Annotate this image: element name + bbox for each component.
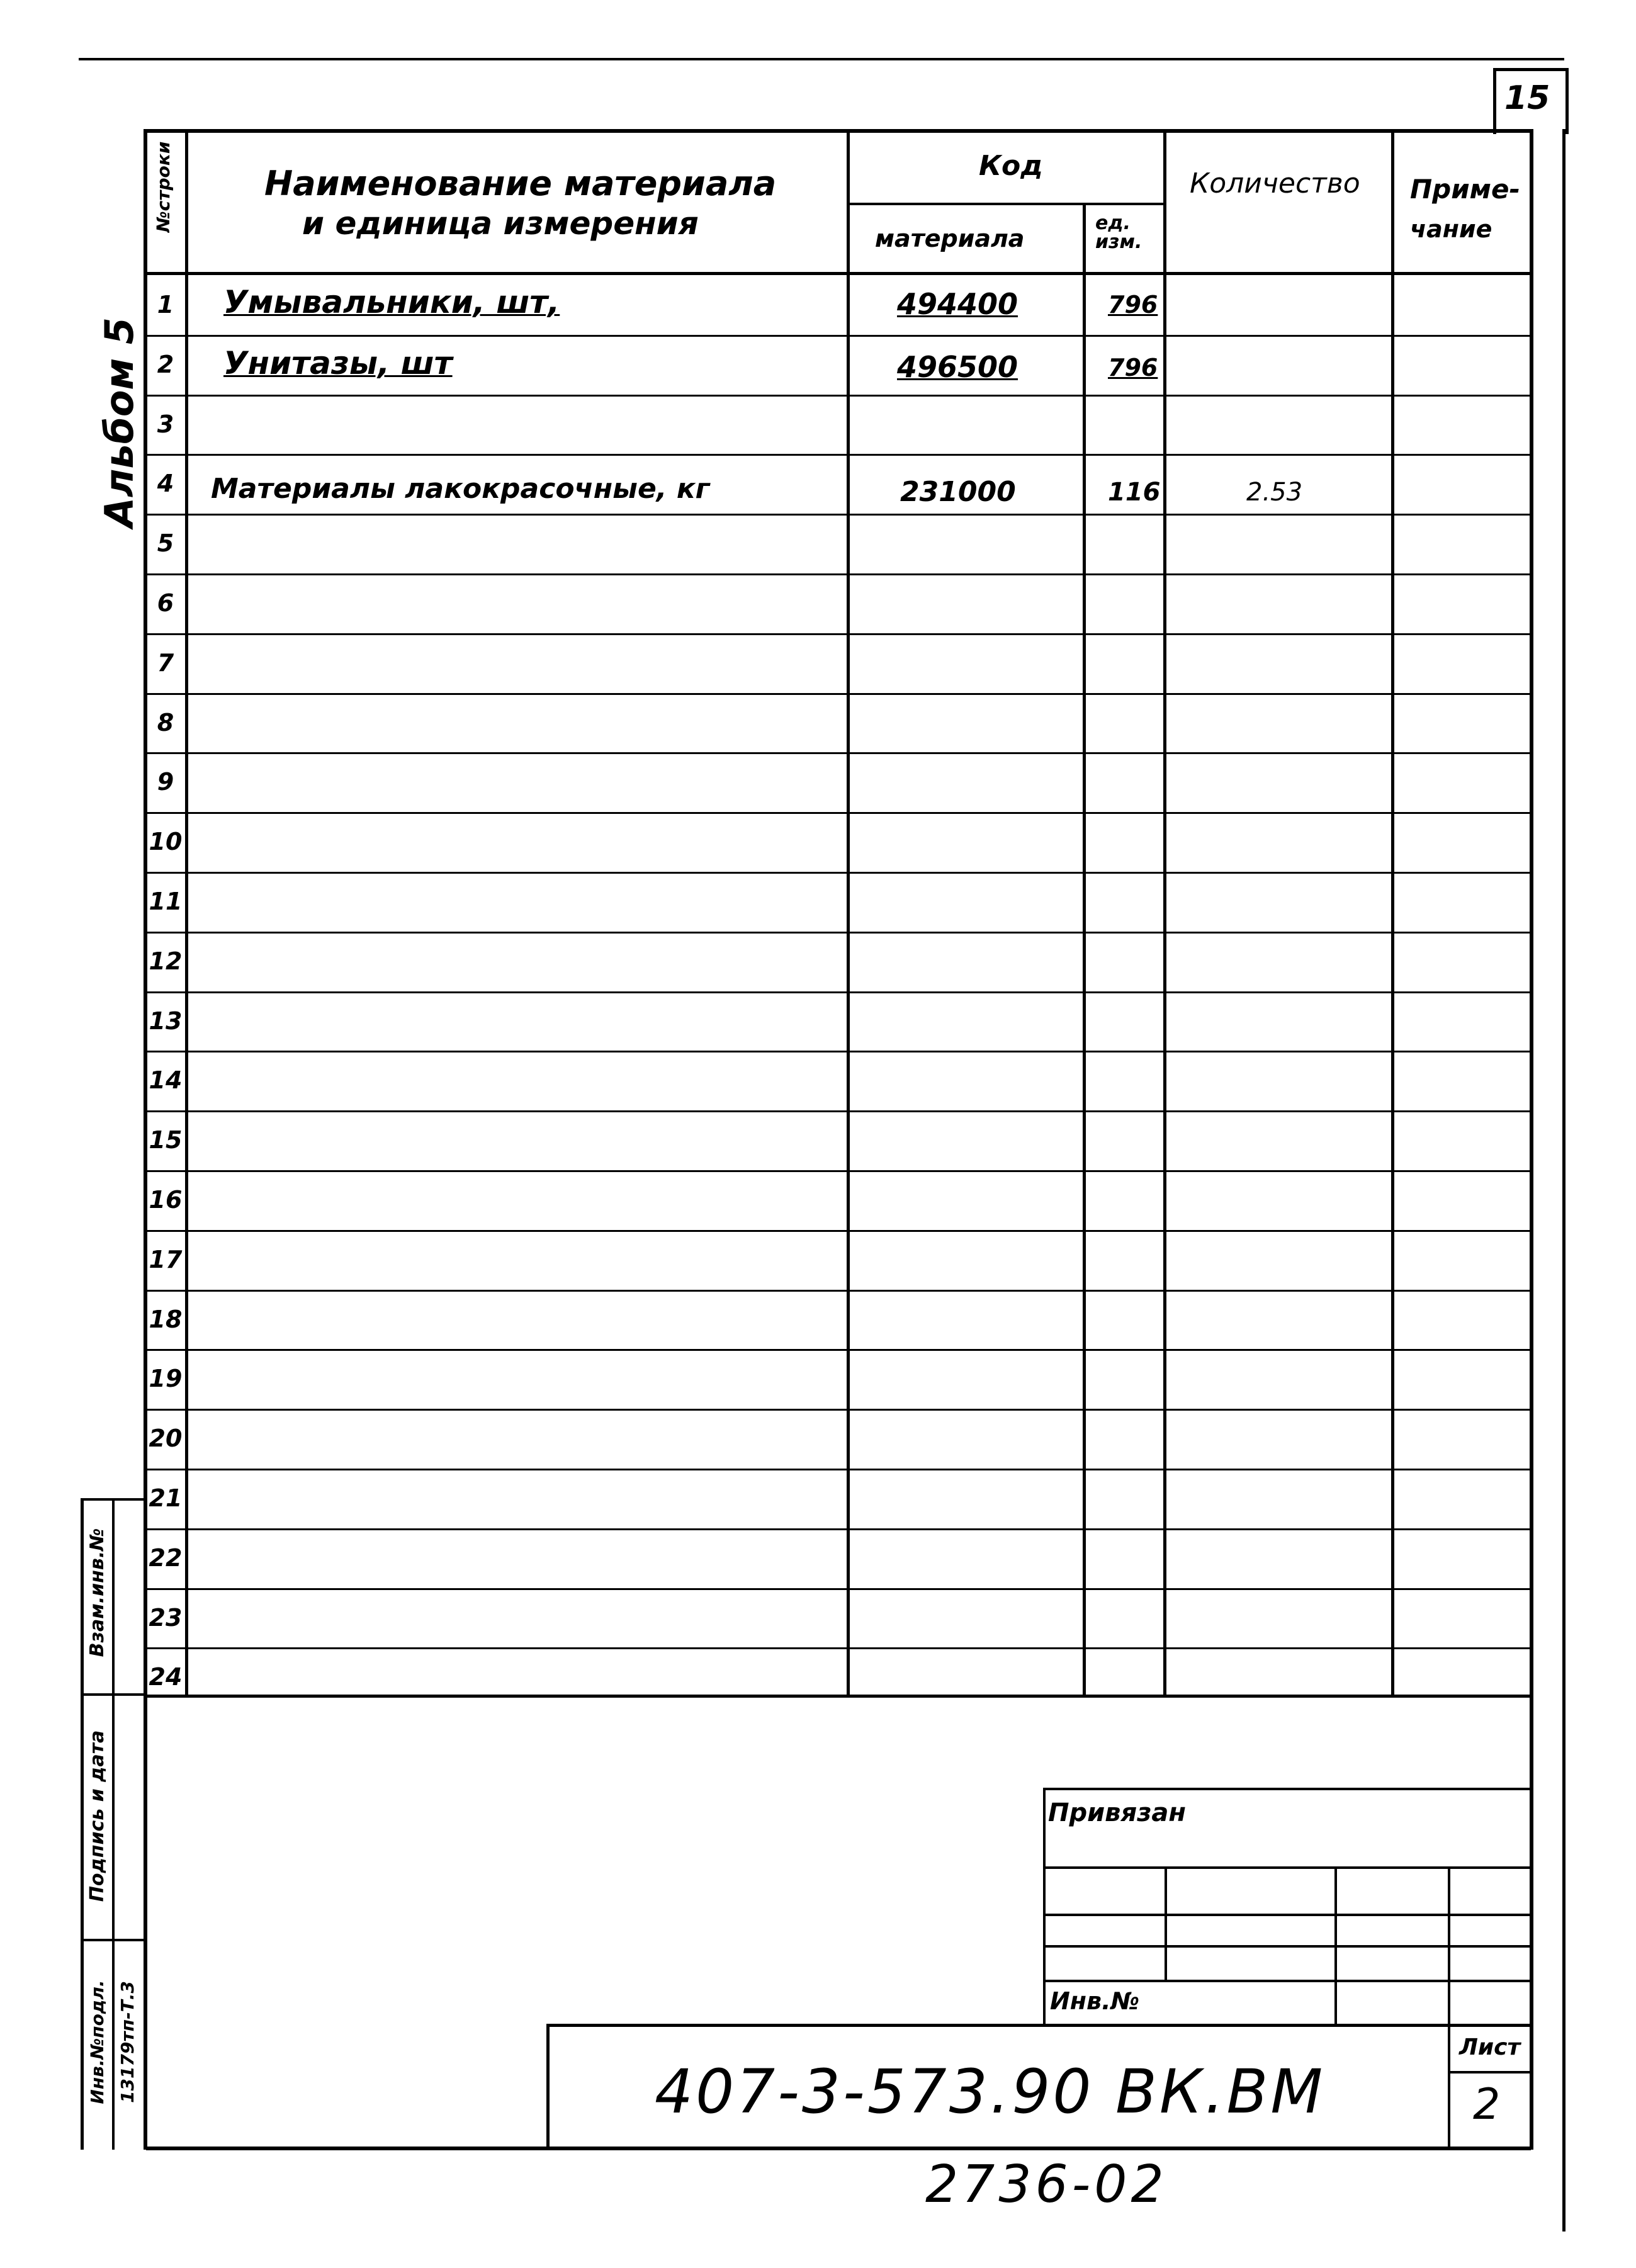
stamp-box-top (548, 2024, 1530, 2027)
row-line (146, 395, 1531, 397)
row-line (146, 752, 1531, 754)
stamp-inv-podl: Инв.№подл. (87, 1980, 108, 2104)
row-line (146, 991, 1531, 993)
row-line (146, 1349, 1531, 1351)
col-line-unit (1163, 129, 1166, 1696)
row-number: 4 (157, 470, 174, 498)
stamp-div-1 (81, 1693, 146, 1696)
row-line (146, 514, 1531, 516)
bottom-number: 2736-02 (925, 2155, 1168, 2214)
stamp-mid-edge (112, 1498, 115, 2150)
row-2-unit: 796 (1108, 354, 1158, 381)
row-number: 6 (157, 589, 174, 617)
album-label: Альбом 5 (96, 317, 142, 528)
row-line (146, 1647, 1531, 1649)
row-number: 24 (149, 1663, 183, 1691)
frame-top (146, 129, 1531, 133)
row-number: 7 (157, 648, 174, 677)
document-code: 407-3-573.90 ВК.ВМ (655, 2056, 1326, 2127)
row-number: 5 (157, 529, 174, 558)
row-2-code: 496500 (897, 350, 1018, 384)
header-name-line2: и единица измерения (302, 205, 699, 242)
header-code: Код (979, 150, 1043, 182)
tb-v1 (1165, 1866, 1167, 1980)
stamp-div-2 (81, 1939, 146, 1941)
row-number: 14 (149, 1066, 183, 1095)
code-sub-line (847, 203, 1165, 205)
row-number: 21 (149, 1484, 183, 1512)
row-line (146, 1469, 1531, 1470)
sheet-label: Лист (1459, 2034, 1521, 2060)
stamp-podpis-data: Подпись и дата (86, 1730, 108, 1902)
row-number: 20 (149, 1425, 183, 1453)
header-code-unit: ед. изм. (1095, 212, 1142, 253)
stamp-top (81, 1498, 146, 1501)
row-line (146, 693, 1531, 695)
sheet-number: 2 (1473, 2080, 1501, 2130)
header-note-line2: чание (1410, 215, 1492, 243)
row-number: 15 (149, 1126, 183, 1154)
tb-v3 (1448, 1866, 1450, 2150)
corner-number: 15 (1504, 79, 1550, 117)
header-note-line1: Приме- (1410, 174, 1520, 205)
col-line-code (1083, 203, 1086, 1696)
tb-v2 (1334, 1866, 1337, 2024)
title-block-left (1043, 1788, 1046, 2027)
header-quantity: Количество (1190, 167, 1360, 200)
row-number: 10 (149, 828, 183, 856)
row-number: 16 (149, 1186, 183, 1214)
row-1-unit: 796 (1108, 291, 1158, 319)
row-line (146, 1110, 1531, 1112)
row-4-code: 231000 (900, 476, 1016, 508)
sheet-box-div (1448, 2071, 1530, 2073)
row-line (146, 633, 1531, 635)
title-block-top (1045, 1788, 1530, 1790)
row-line (146, 454, 1531, 456)
header-name-line1: Наименование материала (264, 164, 777, 203)
tb-h3 (1045, 1945, 1530, 1948)
row-line (146, 1230, 1531, 1232)
row-number: 18 (149, 1305, 183, 1333)
row-line (146, 932, 1531, 934)
row-line (146, 1290, 1531, 1292)
table-bottom (146, 1695, 1531, 1698)
row-line (146, 872, 1531, 874)
row-line (146, 1528, 1531, 1530)
outer-right-edge (1562, 129, 1565, 2231)
stamp-vzam-inv: Взам.инв.№ (86, 1528, 108, 1657)
row-number: 19 (149, 1365, 183, 1393)
top-border-line (79, 58, 1564, 60)
row-line (146, 1588, 1531, 1590)
row-line (146, 1409, 1531, 1411)
row-line (146, 812, 1531, 814)
row-line (146, 1170, 1531, 1172)
tb-h2 (1045, 1914, 1530, 1916)
stamp-left-edge (81, 1498, 84, 2150)
row-number: 23 (149, 1603, 183, 1632)
row-number: 8 (157, 708, 174, 736)
row-line (146, 573, 1531, 575)
stamp-box-left (546, 2024, 550, 2150)
row-1-code: 494400 (897, 287, 1018, 321)
frame-right (1530, 129, 1533, 2150)
privyazan-label: Привязан (1048, 1798, 1187, 1827)
frame-bottom (146, 2147, 1531, 2150)
header-bottom (146, 272, 1531, 275)
row-4-unit: 116 (1108, 478, 1161, 507)
col-line-name (847, 129, 850, 1696)
row-number: 12 (149, 947, 183, 975)
row-4-name: Материалы лакокрасочные, кг (211, 473, 710, 505)
row-number: 9 (157, 768, 174, 796)
row-line (146, 1051, 1531, 1052)
row-number: 13 (149, 1007, 183, 1035)
row-number: 1 (157, 291, 174, 319)
row-4-qty: 2.53 (1246, 478, 1303, 507)
inv-no-label: Инв.№ (1050, 1987, 1140, 2015)
row-2-name: Унитазы, шт (223, 345, 453, 381)
header-row-no: №строки (153, 141, 174, 232)
row-1-name: Умывальники, шт, (223, 284, 560, 320)
row-number: 22 (149, 1543, 183, 1572)
tb-h1 (1045, 1866, 1530, 1869)
row-number: 3 (157, 410, 174, 438)
row-number: 17 (149, 1245, 183, 1273)
row-line (146, 335, 1531, 337)
stamp-inv-value: 13179тп-Т.3 (117, 1981, 138, 2103)
col-line-qty (1391, 129, 1394, 1696)
col-line-rownum (185, 129, 188, 1696)
tb-h4 (1045, 1980, 1530, 1982)
row-number: 11 (149, 888, 183, 915)
row-number: 2 (157, 350, 174, 378)
header-code-material: материала (875, 225, 1025, 252)
